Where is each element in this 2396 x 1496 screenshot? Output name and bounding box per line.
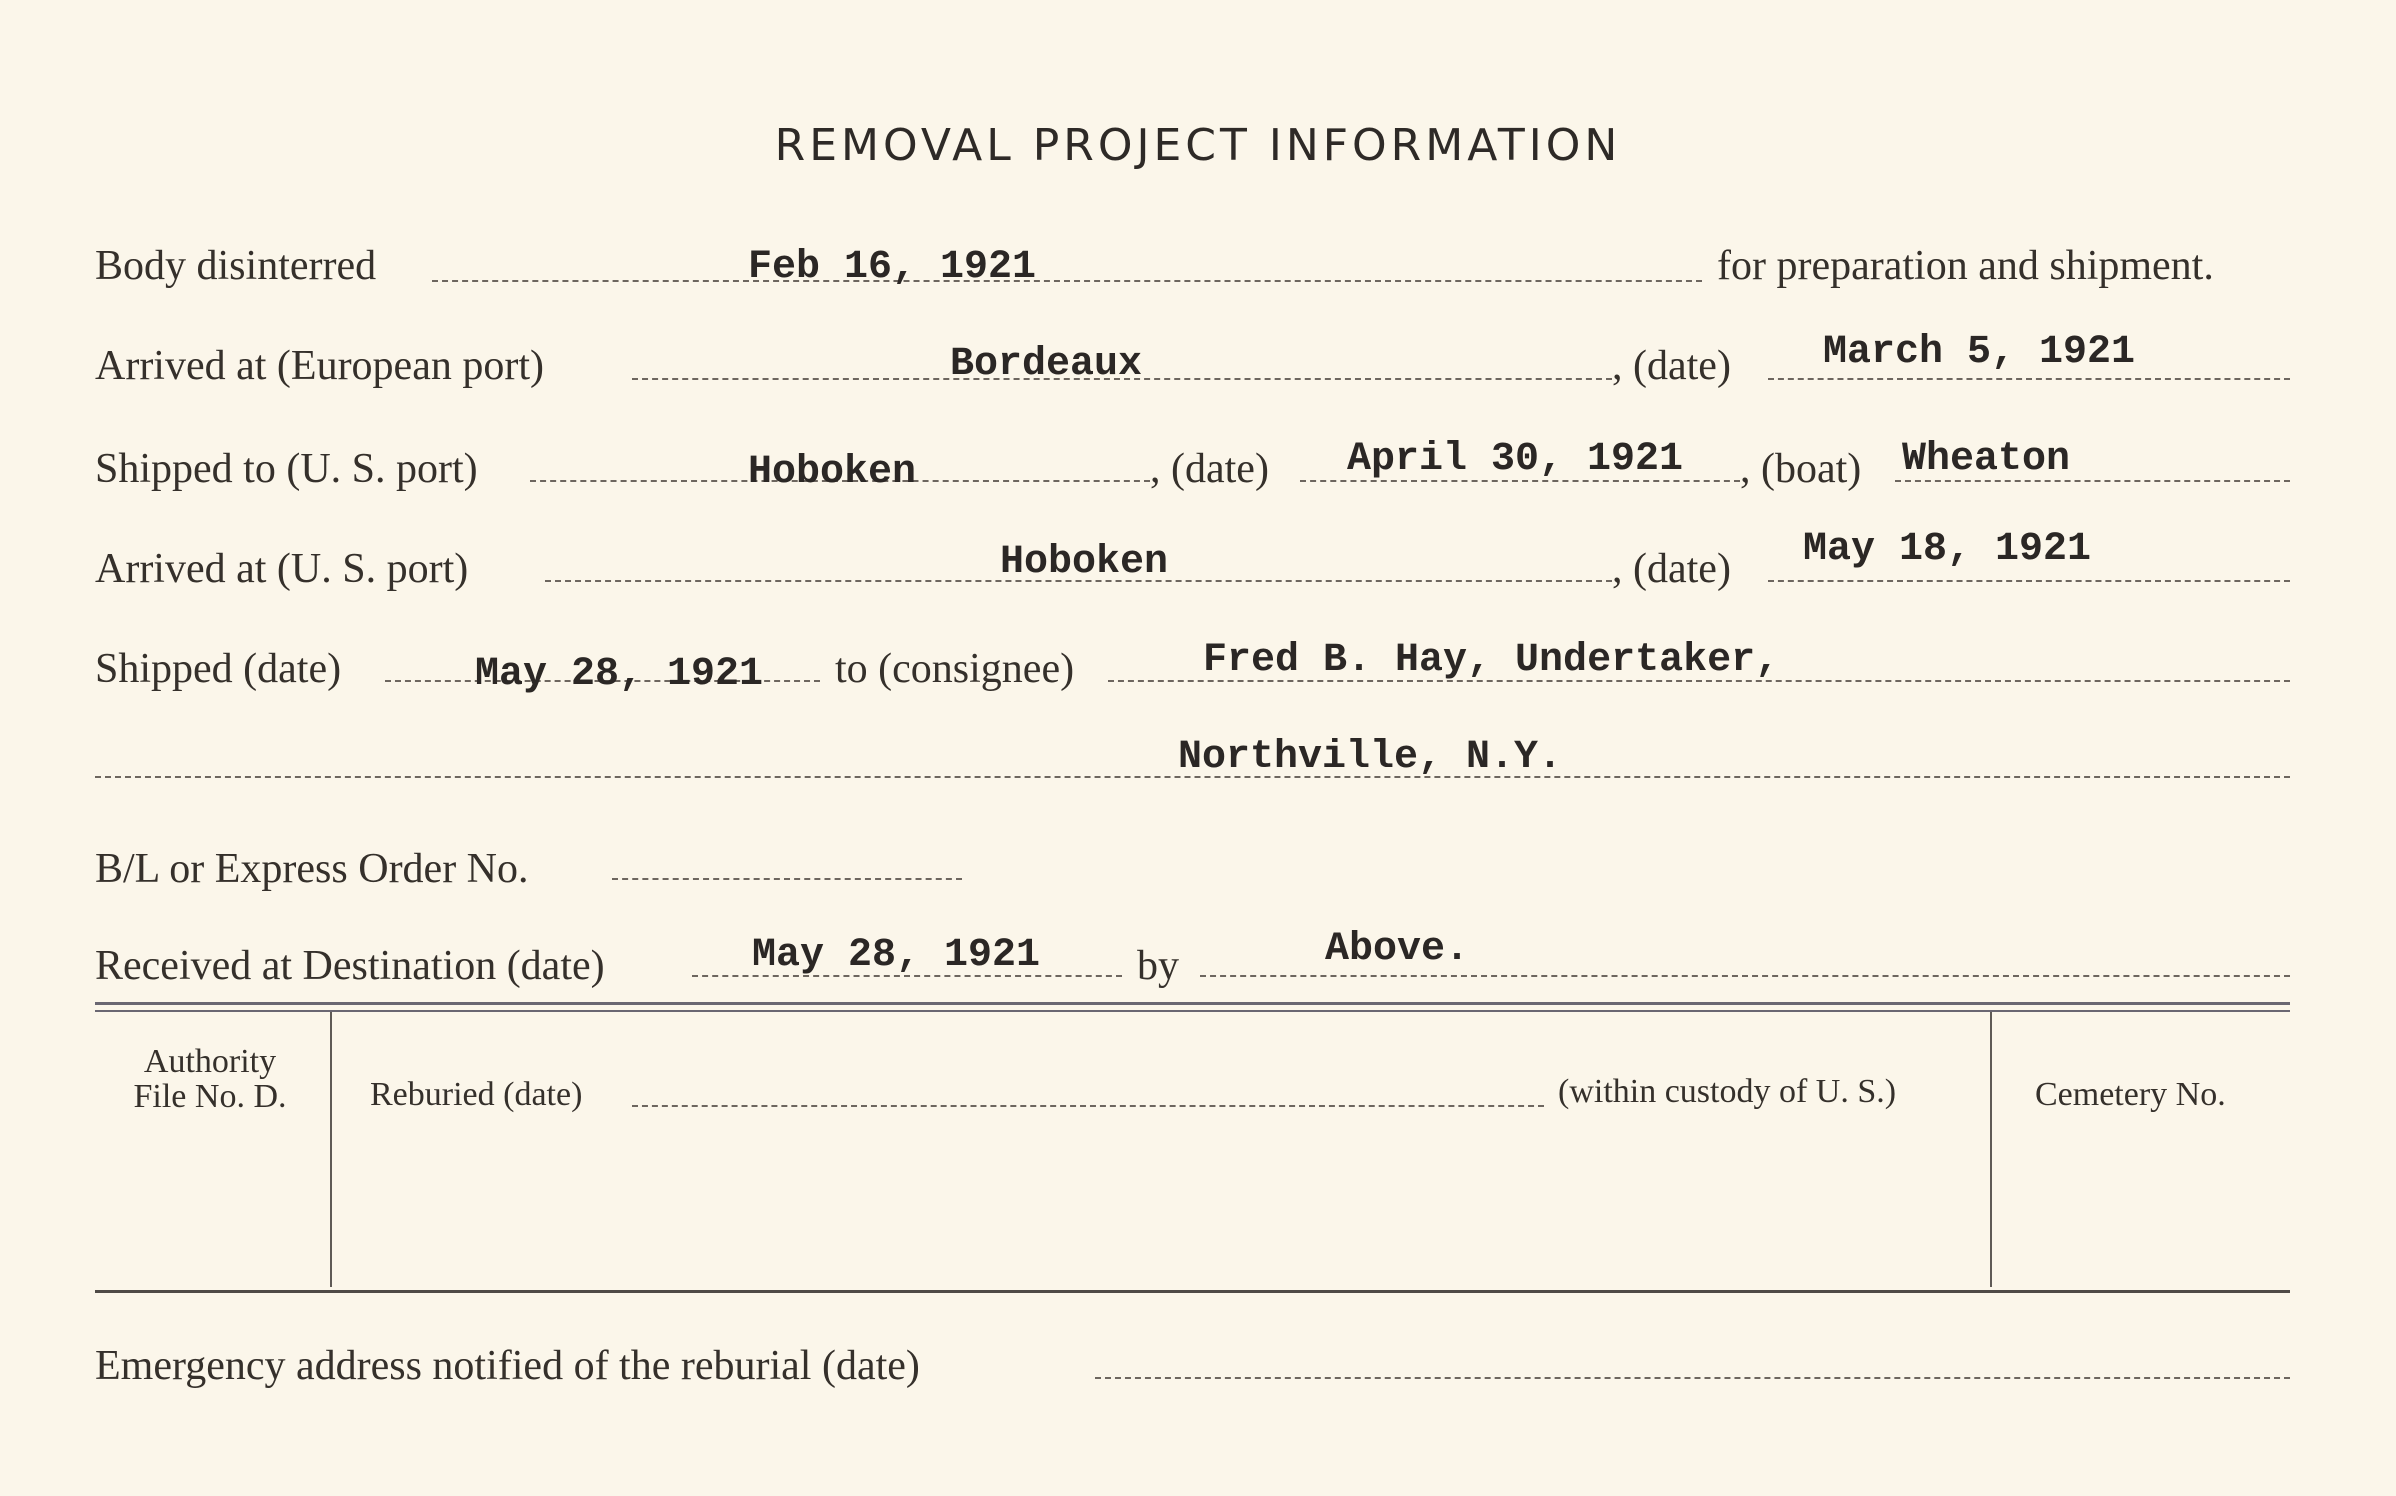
shipped-us-port-value: Hoboken — [748, 450, 917, 495]
received-date: May 28, 1921 — [752, 933, 1041, 978]
reburied-label: Reburied (date) — [370, 1076, 583, 1113]
bl-order-line — [612, 878, 962, 880]
disinterred-suffix: for preparation and shipment. — [1717, 243, 2214, 289]
shipped-us-date-label: , (date) — [1150, 446, 1269, 492]
european-port-date-line — [1768, 378, 2290, 380]
european-port-date: March 5, 1921 — [1823, 330, 2136, 375]
arrived-us-date-line — [1768, 580, 2290, 582]
received-by-label: by — [1137, 943, 1179, 989]
boat-label: , (boat) — [1740, 446, 1862, 492]
box-bottom-rule — [95, 1290, 2290, 1293]
european-port-date-label: , (date) — [1612, 343, 1731, 389]
cemetery-no-label: Cemetery No. — [2035, 1076, 2226, 1113]
consignee-label: to (consignee) — [835, 646, 1075, 692]
disinterred-label: Body disinterred — [95, 243, 377, 289]
arrived-us-date: May 18, 1921 — [1803, 527, 2092, 572]
form-title: REMOVAL PROJECT INFORMATION — [774, 120, 1622, 171]
box-top-rule-double — [95, 1010, 2290, 1012]
authority-label-2: File No. D. — [133, 1078, 287, 1115]
box-divider-right — [1990, 1012, 1992, 1287]
box-top-rule — [95, 1002, 2290, 1005]
disinterred-date: Feb 16, 1921 — [748, 245, 1037, 290]
european-port-value: Bordeaux — [950, 342, 1143, 387]
reburied-line — [632, 1105, 1544, 1107]
disinterred-line — [432, 280, 1702, 282]
boat-value: Wheaton — [1902, 437, 2071, 482]
custody-label: (within custody of U. S.) — [1558, 1073, 1897, 1110]
emergency-line — [1095, 1377, 2290, 1379]
authority-label-1: Authority — [143, 1043, 277, 1080]
bl-order-label: B/L or Express Order No. — [95, 846, 529, 892]
consignee-line-1: Fred B. Hay, Undertaker, — [1203, 638, 1780, 683]
received-by-line — [1200, 975, 2290, 977]
shipped-us-date: April 30, 1921 — [1347, 437, 1684, 482]
arrived-us-port-value: Hoboken — [1000, 540, 1169, 585]
shipped-date-label: Shipped (date) — [95, 646, 342, 692]
arrived-us-port-label: Arrived at (U. S. port) — [95, 546, 469, 592]
shipped-date: May 28, 1921 — [475, 652, 764, 697]
received-by-value: Above. — [1325, 927, 1470, 972]
emergency-label: Emergency address notified of the reburial (date) — [95, 1343, 920, 1389]
shipped-us-port-label: Shipped to (U. S. port) — [95, 446, 478, 492]
arrived-us-date-label: , (date) — [1612, 546, 1731, 592]
consignee-line-2: Northville, N.Y. — [1178, 735, 1563, 780]
european-port-label: Arrived at (European port) — [95, 343, 544, 389]
box-divider-left — [330, 1012, 332, 1287]
received-label: Received at Destination (date) — [95, 943, 605, 989]
